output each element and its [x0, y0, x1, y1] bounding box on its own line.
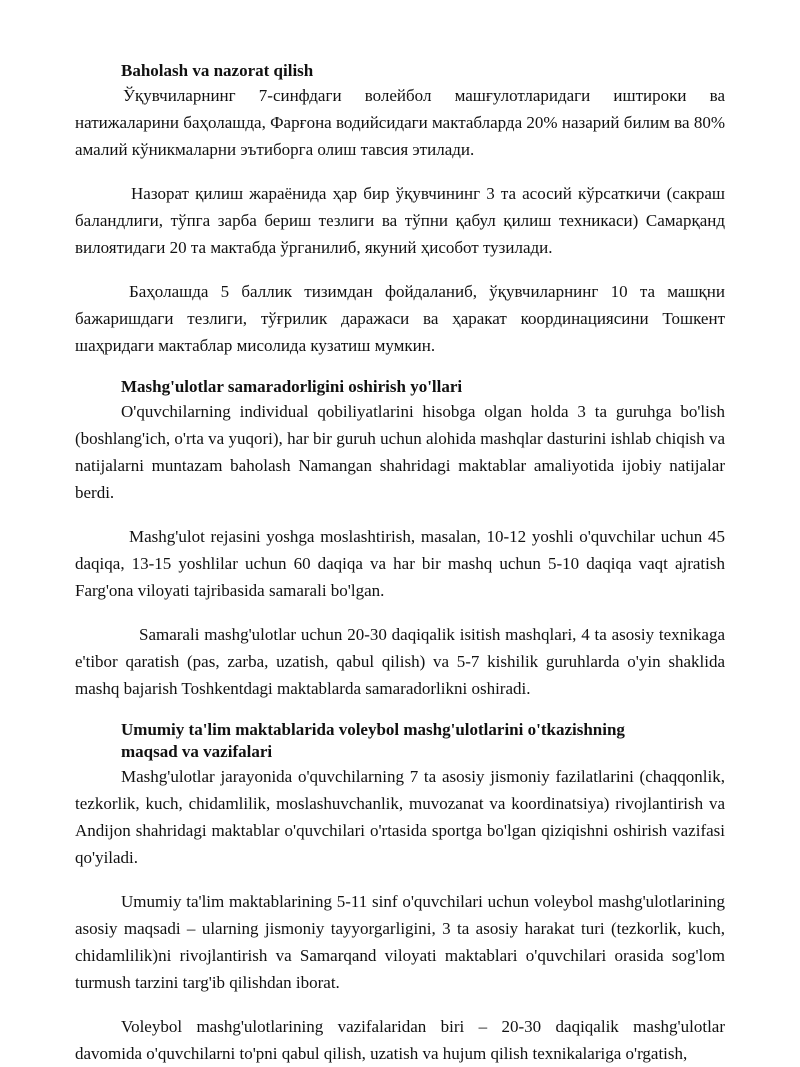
- paragraph: Voleybol mashg'ulotlarining vazifalaridan biri – 20-30 daqiqalik mashg'ulotlar davomida o'quvchilarni to'pni qabul qilish, uzatish va hujum qilish texnikalariga o'rgatish,: [75, 1017, 725, 1063]
- section-heading-efficiency: Mashg'ulotlar samaradorligini oshirish yo'llari: [121, 377, 463, 396]
- paragraph: Mashg'ulot rejasini yoshga moslashtirish, masalan, 10-12 yoshli o'quvchilar uchun 45 daqiqa, 13-15 yoshlilar uchun 60 daqiqa va har bir mashq uchun 5-10 daqiqa vaqt ajratish Farg'ona viloyati tajribasida samarali bo'lgan.: [75, 527, 725, 600]
- section-heading-goals: Umumiy ta'lim maktablarida voleybol mashg'ulotlarini o'tkazishning maqsad va vazifalari: [121, 720, 625, 761]
- paragraph: Баҳолашда 5 баллик тизимдан фойдаланиб, ўқувчиларнинг 10 та машқни бажаришдаги тезлиги, тўғрилик даражаси ва ҳаракат координациясини Тошкент шаҳридаги мактаблар мисолида кузатиш мумкин.: [75, 282, 725, 355]
- paragraph: Samarali mashg'ulotlar uchun 20-30 daqiqalik isitish mashqlari, 4 ta asosiy texnikaga e'tibor qaratish (pas, zarba, uzatish, qabul qilish) va 5-7 kishilik guruhlarda o'yin shaklida mashq bajarish Toshkentdagi maktablarda samaradorlikni oshiradi.: [75, 625, 725, 698]
- paragraph: Ўқувчиларнинг 7-синфдаги волейбол машғулотларидаги иштироки ва натижаларини баҳолашда, Фарғона водийсидаги мактабларда 20% назарий билим ва 80% амалий кўникмаларни эътиборга олиш тавсия этилади.: [75, 86, 725, 159]
- paragraph: O'quvchilarning individual qobiliyatlarini hisobga olgan holda 3 ta guruhga bo'lish (boshlang'ich, o'rta va yuqori), har bir guruh uchun alohida mashqlar dasturini ishlab chiqish va natijalarni muntazam baholash Namangan shahridagi maktablar amaliyotida ijobiy natijalar berdi.: [75, 402, 725, 502]
- section-heading-assessment: Baholash va nazorat qilish: [121, 61, 314, 80]
- paragraph: Umumiy ta'lim maktablarining 5-11 sinf o'quvchilari uchun voleybol mashg'ulotlarining asosiy maqsadi – ularning jismoniy tayyorgarligini, 3 ta asosiy harakat turi (tezkorlik, kuch, chidamlilik)ni rivojlantirish va Samarqand viloyati maktablari o'quvchilari orasida sog'lom turmush tarzini targ'ib qilishdan iborat.: [75, 892, 725, 992]
- paragraph: Mashg'ulotlar jarayonida o'quvchilarning 7 ta asosiy jismoniy fazilatlarini (chaqqonlik, tezkorlik, kuch, chidamlilik, moslashuvchanlik, muvozanat va koordinatsiya) rivojlantirish va Andijon shahridagi maktablar o'quvchilari o'rtasida sportga bo'lgan qiziqishni oshirish vazifasi qo'yiladi.: [75, 767, 725, 867]
- document-page: [75, 60, 725, 1067]
- paragraph: Назорат қилиш жараёнида ҳар бир ўқувчининг 3 та асосий кўрсаткичи (сакраш баландлиги, тўпга зарба бериш тезлиги ва тўпни қабул қилиш техникаси) Самарқанд вилоятидаги 20 та мактабда ўрганилиб, якуний ҳисобот тузилади.: [75, 184, 725, 257]
